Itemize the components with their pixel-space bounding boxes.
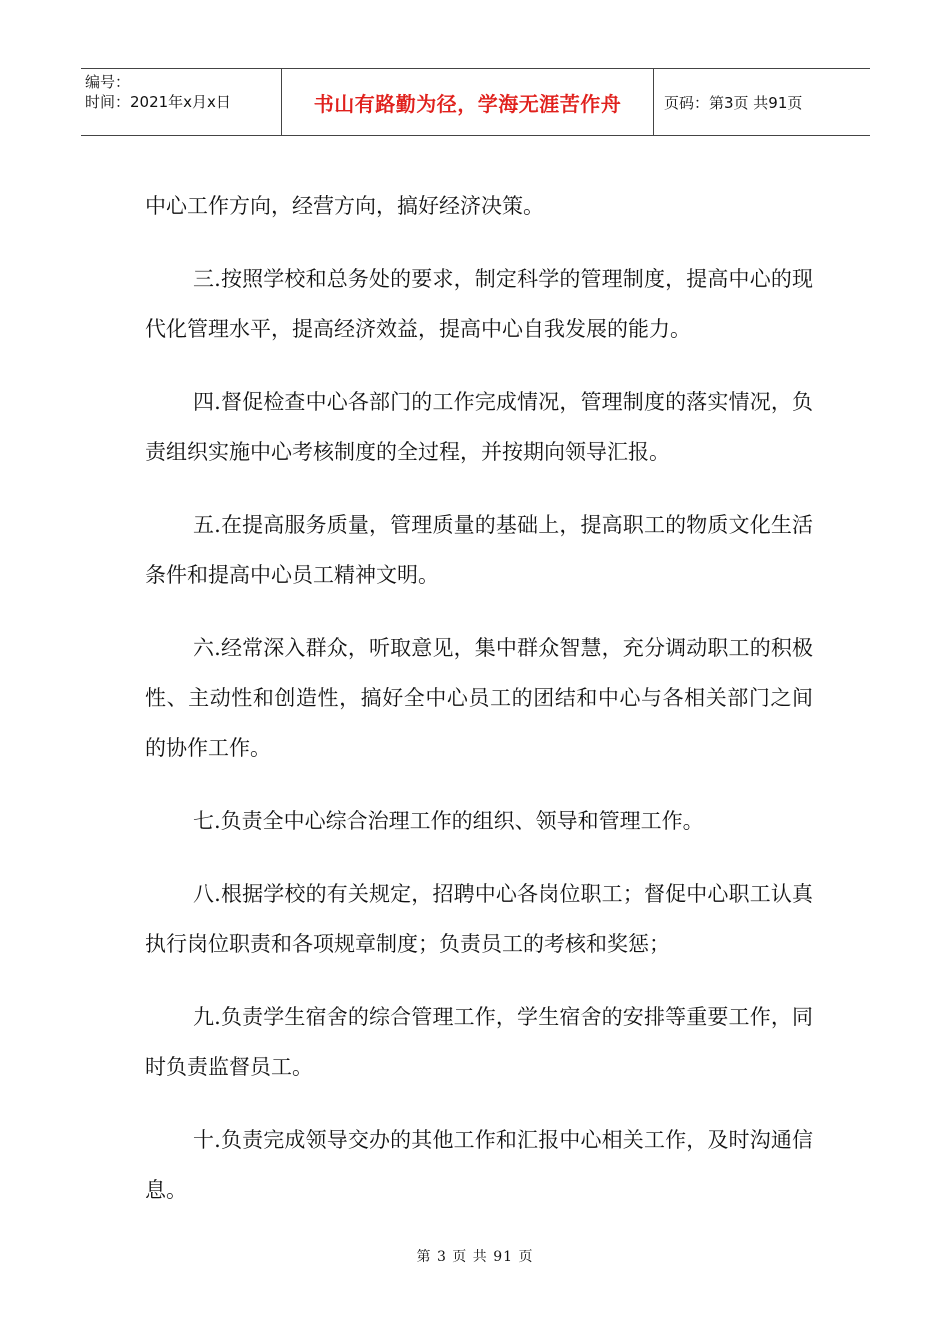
document-body: [145, 160, 813, 1238]
header-meta: [81, 69, 282, 135]
paragraph-item-7: 七.负责全中心综合治理工作的组织、领导和管理工作。: [193, 809, 704, 833]
paragraph-item-10: 十.负责完成领导交办的其他工作和汇报中心相关工作，及时沟通信息。: [145, 1128, 813, 1202]
paragraph-item-4: 四.督促检查中心各部门的工作完成情况，管理制度的落实情况，负责组织实施中心考核制度的全过程，并按期向领导汇报。: [145, 390, 813, 464]
page-footer: 第 3 页 共 91 页: [416, 1249, 534, 1265]
paragraph-continuation: 中心工作方向，经营方向，搞好经济决策。: [145, 194, 544, 218]
paragraph-item-5: 五.在提高服务质量，管理质量的基础上，提高职工的物质文化生活条件和提高中心员工精神文明。: [145, 513, 813, 587]
paragraph-item-3: 三.按照学校和总务处的要求，制定科学的管理制度，提高中心的现代化管理水平，提高经济效益，提高中心自我发展的能力。: [145, 267, 813, 341]
document-date: 时间：2021年x月x日: [85, 93, 231, 111]
paragraph-item-9: 九.负责学生宿舍的综合管理工作，学生宿舍的安排等重要工作，同时负责监督员工。: [145, 1005, 813, 1079]
header-motto: 书山有路勤为径，学海无涯苦作舟: [282, 69, 654, 135]
document-number-label: 编号：: [85, 73, 131, 91]
page-header: [81, 68, 870, 136]
header-page-info: 页码：第3页 共91页: [664, 93, 803, 112]
paragraph-item-8: 八.根据学校的有关规定，招聘中心各岗位职工；督促中心职工认真执行岗位职责和各项规章制度；负责员工的考核和奖惩；: [145, 882, 813, 956]
paragraph-item-6: 六.经常深入群众，听取意见，集中群众智慧，充分调动职工的积极性、主动性和创造性，搞好全中心员工的团结和中心与各相关部门之间的协作工作。: [145, 636, 813, 760]
